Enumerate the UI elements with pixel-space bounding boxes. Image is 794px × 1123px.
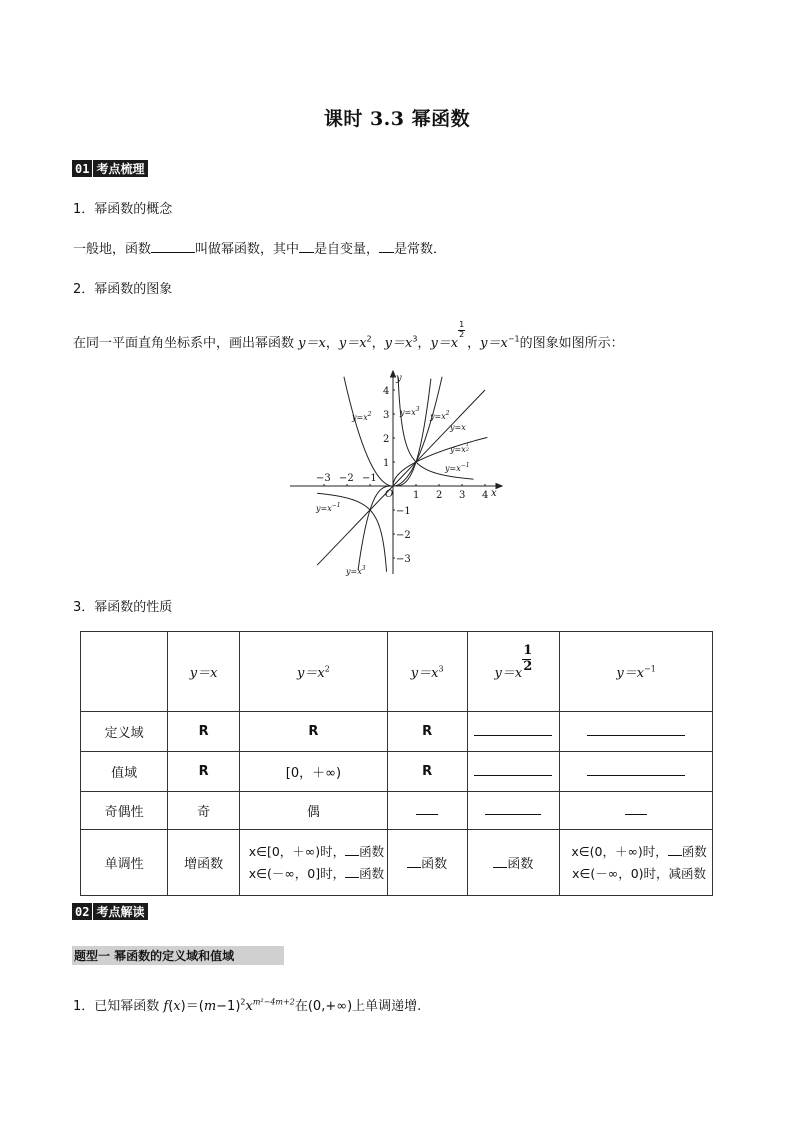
y-tick-label: −3 [396,554,411,565]
y-axis-label: y [396,373,402,384]
table-row: 单调性 增函数 x∈[0，＋∞)时， 函数 x∈(－∞，0]时， 函数 函数 函数 x∈(0，＋∞)时， 函数 x∈(－∞，0)时，减函数 [81,830,713,896]
label-y-xinv-right: $y=x^{-1}$ [445,462,470,473]
label-y-xinv-left: $y=x^{-1}$ [316,502,341,513]
section-number: 02 [72,903,92,920]
section-number: 01 [72,160,92,177]
y-tick-label: 2 [383,434,390,445]
table-row: 定义域 R R R [81,712,713,752]
section-label: 考点解读 [93,903,148,920]
header-y-x3: $y=x^3$ [387,632,467,712]
x-tick-label: 2 [436,490,443,501]
page-title: 课时 3.3 幂函数 [323,108,471,130]
y-tick-label: 1 [383,458,390,469]
blank-variable [299,240,314,253]
y-tick-label: 3 [383,410,390,421]
item3-heading: 3．幂函数的性质 [73,600,173,615]
x-tick-label: 1 [413,490,420,501]
label-y-x3-bottom: $y=x^3$ [346,565,366,576]
x-axis-arrow [496,484,502,489]
header-y-xhalf: y＝x $\frac{1}{2}$ [467,632,560,712]
header-y-x2: $y=x^2$ [239,632,387,712]
item2-heading: 2．幂函数的图象 [73,282,173,297]
origin-label: O [385,489,394,500]
section-badge-02 [72,903,148,920]
label-y-xhalf: $y=x^1$ 2 [450,442,470,454]
x-axis-label: x [491,488,497,499]
table-corner [81,632,168,712]
y-tick-label: −1 [396,506,411,517]
x-tick-label: −1 [362,473,377,484]
half-exponent: $\frac{1}{2}$ [459,320,465,339]
table-row: 值域 R [0，＋∞) R [81,752,713,792]
item1-heading: 1．幂函数的概念 [73,202,173,217]
table-row: 奇偶性 奇 偶 [81,792,713,830]
header-y-x: y＝x [168,632,240,712]
topic-heading: 题型一 幂函数的定义域和值域 [72,946,284,965]
label-y-x2-left: $y=x^2$ [352,411,372,422]
power-function-graph [288,366,508,580]
item1-text: 一般地，函数 叫做幂函数，其中 是自变量， 是常数． [73,242,447,257]
x-tick-label: 3 [459,490,466,501]
header-y-xinv: $y=x^{-1}$ [560,632,713,712]
item2-text: 在同一平面直角坐标系中，画出幂函数 y＝x，$y=x^2$，$y=x^3$，y＝x $\frac{1}{2}$ ，$y=x^{-1}$的图象如图所示： [73,320,624,351]
x-tick-label: −3 [316,473,331,484]
y-tick-label: 4 [383,386,390,397]
y-tick-label: −2 [396,530,411,541]
label-y-x3-top: $y=x^3$ [400,406,420,417]
label-y-x2-right: $y=x^2$ [430,410,450,421]
question-1: 1．已知幂函数 $f(x)=(m-1)^2x^{m^2-4m+2}$在(0,+∞)上单调递增. [73,997,422,1014]
x-tick-label: −2 [339,473,354,484]
x-tick-label: 4 [482,490,489,501]
blank-constant [379,240,394,253]
y-axis-arrow [391,371,396,377]
label-y-x: y=x [450,423,466,432]
properties-table [80,631,713,896]
blank-function [151,240,195,253]
section-badge-01 [72,160,148,177]
section-label: 考点梳理 [93,160,148,177]
